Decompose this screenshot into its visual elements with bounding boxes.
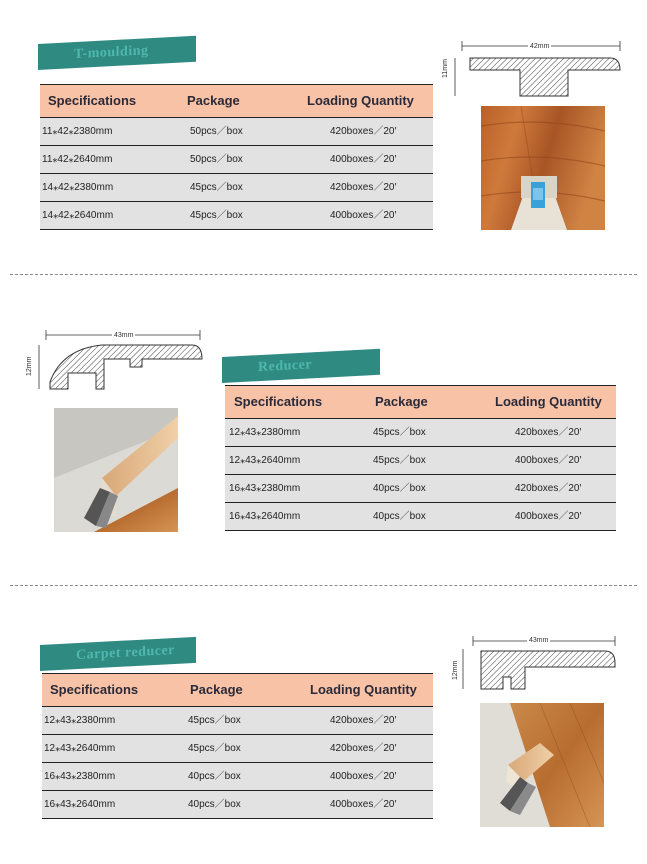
section-title: Reducer [258,357,313,376]
table-header [40,84,433,118]
cell-quantity: 420boxes／20′ [330,715,397,726]
cell-quantity: 400boxes／20′ [330,771,397,782]
section-title: Carpet reducer [76,642,175,664]
cell-spec: 16⁎43⁎2380mm [229,483,301,494]
section-title-tag [222,349,380,383]
cell-spec: 11⁎42⁎2640mm [42,154,113,165]
dimension-height-label: 11mm [442,59,449,78]
section-title-tag [38,36,196,70]
header-loading-quantity: Loading Quantity [495,394,602,409]
dimension-height-label: 12mm [452,660,459,680]
table-row [225,419,616,447]
cell-quantity: 420boxes／20′ [330,182,397,193]
cell-quantity: 400boxes／20′ [330,799,397,810]
cell-quantity: 420boxes／20′ [330,743,397,754]
cell-quantity: 420boxes／20′ [515,427,582,438]
table-row [40,118,433,146]
table-row [40,174,433,202]
cell-quantity: 400boxes／20′ [330,154,397,165]
dimension-height-label: 12mm [26,356,33,376]
cell-spec: 12⁎43⁎2640mm [44,743,116,754]
table-row [225,503,616,531]
cell-quantity: 420boxes／20′ [330,126,397,137]
spec-table [42,673,433,819]
header-loading-quantity: Loading Quantity [310,682,417,697]
table-row [42,763,433,791]
section-title-tag [40,637,196,671]
section-divider [10,274,637,275]
cell-package: 40pcs／box [188,771,241,782]
header-loading-quantity: Loading Quantity [307,93,414,108]
cell-package: 40pcs／box [373,483,426,494]
table-row [42,735,433,763]
cell-quantity: 400boxes／20′ [515,511,582,522]
cell-quantity: 400boxes／20′ [515,455,582,466]
header-specifications: Specifications [48,93,137,108]
spec-table [225,385,616,531]
section-title: T-moulding [74,43,149,63]
table-row [42,707,433,735]
section-divider [10,585,637,586]
table-header [42,673,433,707]
table-row [225,447,616,475]
cell-package: 40pcs／box [373,511,426,522]
cell-package: 40pcs／box [188,799,241,810]
cell-quantity: 420boxes／20′ [515,483,582,494]
cell-package: 50pcs／box [190,154,243,165]
dimension-width-label: 43mm [114,332,134,339]
cell-package: 45pcs／box [188,715,241,726]
table-row [42,791,433,819]
table-header [225,385,616,419]
table-row [225,475,616,503]
cell-spec: 12⁎43⁎2640mm [229,455,301,466]
carpet-reducer-photo [480,703,604,827]
cell-package: 45pcs／box [188,743,241,754]
t-moulding-photo [481,106,605,230]
dimension-width-label: 43mm [529,637,549,644]
cell-package: 45pcs／box [190,210,243,221]
cell-spec: 14⁎42⁎2640mm [42,210,114,221]
cell-package: 50pcs／box [190,126,243,137]
cell-spec: 16⁎43⁎2380mm [44,771,116,782]
header-specifications: Specifications [50,682,139,697]
reducer-photo [54,408,178,532]
cell-spec: 16⁎43⁎2640mm [44,799,116,810]
table-row [40,202,433,230]
spec-table [40,84,433,230]
table-row [40,146,433,174]
header-package: Package [187,93,240,108]
cell-spec: 12⁎43⁎2380mm [44,715,116,726]
header-specifications: Specifications [234,394,323,409]
cell-spec: 16⁎43⁎2640mm [229,511,301,522]
header-package: Package [375,394,428,409]
cell-package: 45pcs／box [373,455,426,466]
cell-spec: 14⁎42⁎2380mm [42,182,114,193]
cell-package: 45pcs／box [373,427,426,438]
cell-quantity: 400boxes／20′ [330,210,397,221]
cell-spec: 12⁎43⁎2380mm [229,427,301,438]
cell-package: 45pcs／box [190,182,243,193]
cell-spec: 11⁎42⁎2380mm [42,126,113,137]
dimension-width-label: 42mm [530,43,550,50]
header-package: Package [190,682,243,697]
